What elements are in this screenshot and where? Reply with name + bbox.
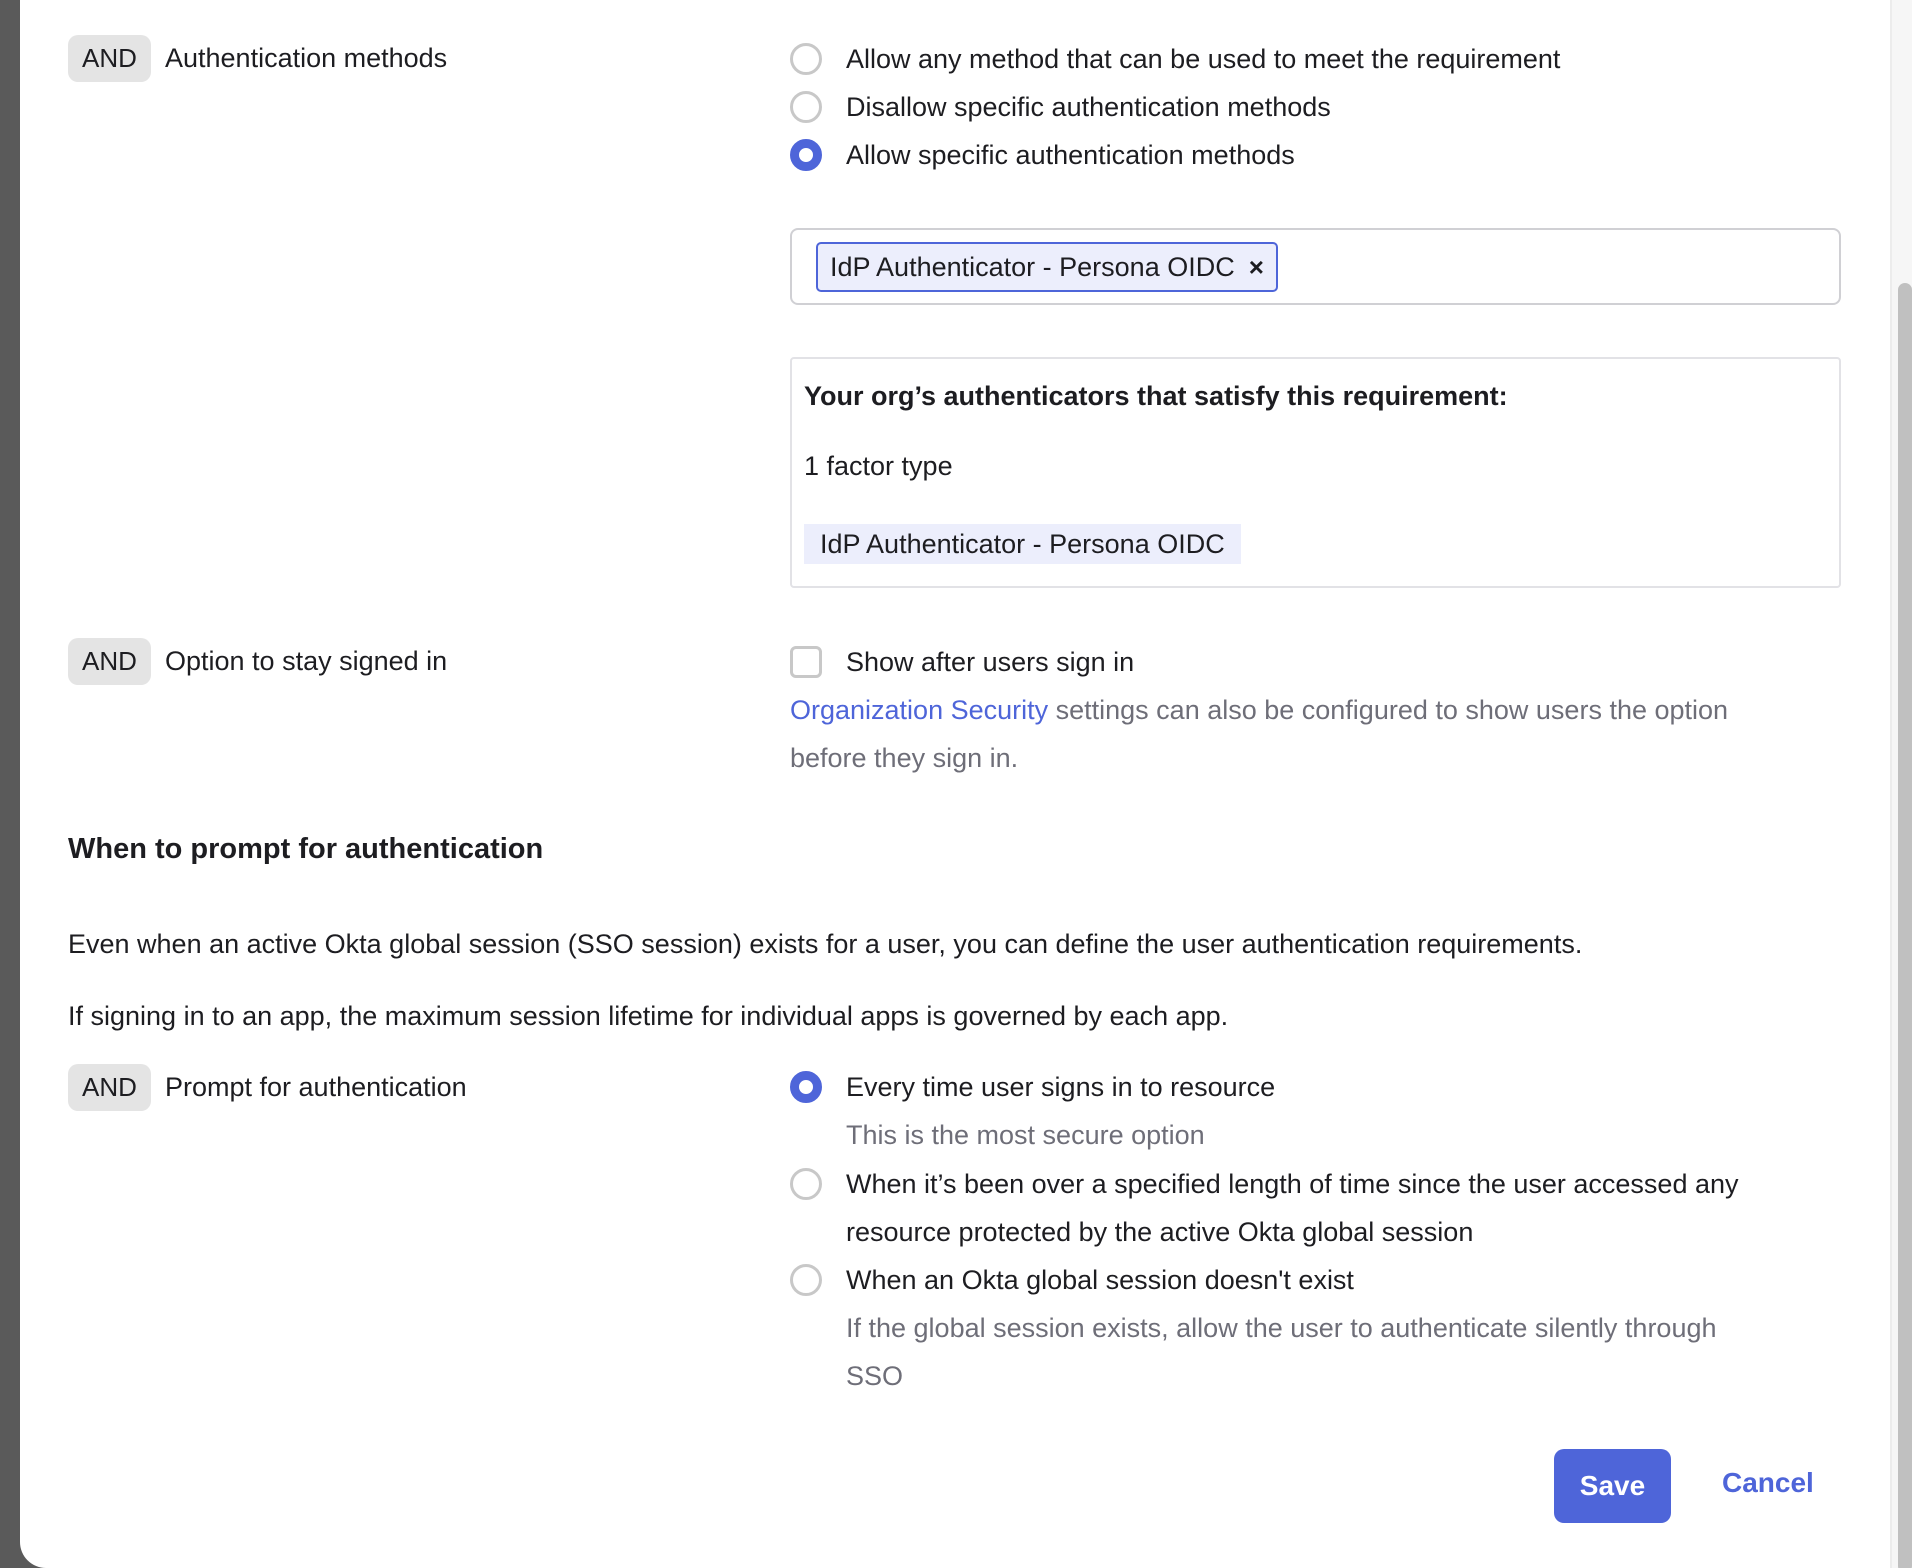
satisfying-authenticators-box	[790, 357, 1841, 588]
selected-authenticator-chip	[816, 242, 1278, 292]
section-paragraph: Even when an active Okta global session (SSO session) exists for a user, you can define the user authentication requirements.	[68, 929, 1583, 959]
option-allow-specific-label[interactable]: Allow specific authentication methods	[846, 140, 1295, 170]
radio-allow-any[interactable]	[790, 43, 822, 75]
radio-every-time[interactable]	[790, 1071, 822, 1103]
cancel-button[interactable]: Cancel	[1722, 1467, 1814, 1498]
info-authenticator-item: IdP Authenticator - Persona OIDC	[804, 524, 1241, 564]
and-badge: AND	[68, 638, 151, 685]
show-after-sign-in-checkbox[interactable]	[790, 646, 822, 678]
option-specified-time-label[interactable]: When it’s been over a specified length of time since the user accessed any	[846, 1169, 1739, 1199]
info-count: 1 factor type	[804, 451, 953, 481]
radio-specified-time[interactable]	[790, 1168, 822, 1200]
option-no-global-session-label[interactable]: When an Okta global session doesn't exist	[846, 1265, 1354, 1295]
option-specified-time-label-line2[interactable]: resource protected by the active Okta global session	[846, 1217, 1474, 1247]
policy-rule-modal	[20, 0, 1928, 1568]
save-button[interactable]: Save	[1554, 1449, 1671, 1523]
stay-signed-in-label: Option to stay signed in	[165, 646, 448, 676]
option-allow-any-label[interactable]: Allow any method that can be used to meet the requirement	[846, 44, 1561, 74]
organization-security-link[interactable]: Organization Security	[790, 695, 1049, 725]
option-no-global-session-hint-line2: SSO	[846, 1361, 904, 1391]
scrollbar-thumb[interactable]	[1898, 283, 1912, 1568]
section-heading: When to prompt for authentication	[68, 833, 544, 865]
stay-signed-in-note	[790, 694, 1728, 726]
radio-allow-specific[interactable]	[790, 139, 822, 171]
radio-no-global-session[interactable]	[790, 1264, 822, 1296]
option-disallow-specific-label[interactable]: Disallow specific authentication methods	[846, 92, 1331, 122]
info-heading: Your org’s authenticators that satisfy this requirement:	[804, 381, 1508, 411]
option-no-global-session-hint: If the global session exists, allow the user to authenticate silently through	[846, 1313, 1717, 1343]
radio-disallow-specific[interactable]	[790, 91, 822, 123]
chip-label: IdP Authenticator - Persona OIDC	[830, 252, 1235, 282]
show-after-sign-in-label[interactable]: Show after users sign in	[846, 647, 1135, 677]
and-badge: AND	[68, 35, 151, 82]
and-badge: AND	[68, 1064, 151, 1111]
auth-methods-label: Authentication methods	[165, 43, 448, 73]
authenticator-tag-input[interactable]	[790, 228, 1841, 305]
remove-chip-icon[interactable]: ×	[1248, 252, 1264, 282]
option-every-time-label[interactable]: Every time user signs in to resource	[846, 1072, 1276, 1102]
section-paragraph: If signing in to an app, the maximum session lifetime for individual apps is governed by each app.	[68, 1001, 1229, 1031]
note-text-line2: before they sign in.	[790, 743, 1019, 773]
prompt-label: Prompt for authentication	[165, 1072, 467, 1102]
option-every-time-hint: This is the most secure option	[846, 1120, 1205, 1150]
note-text: settings can also be configured to show users the option	[1048, 695, 1729, 725]
